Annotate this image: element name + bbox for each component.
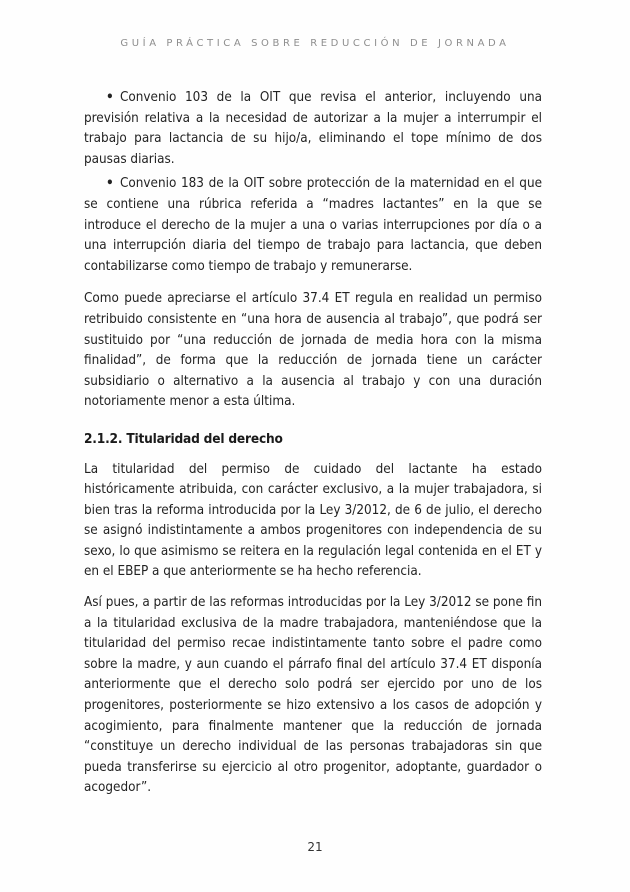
page-number: 21 xyxy=(307,840,323,854)
bullet-marker: • xyxy=(106,90,114,105)
section-heading: 2.1.2. Titularidad del derecho xyxy=(84,430,283,447)
bullet-text: Convenio 183 de la OIT sobre protección de la maternidad en el que se contiene una rúbrica referida a “madres lactantes” en la que se introduce el derecho de la mujer a una o varias interrupciones por día o a una interrupción diaria del tiempo de trabajo para lactancia, que deben contabilizarse como tiempo de trabajo y remunerarse. xyxy=(84,176,542,274)
paragraph-reformas: Así pues, a partir de las reformas introducidas por la Ley 3/2012 se pone fin a la titularidad exclusiva de la madre trabajadora, manteniéndose que la titularidad del permiso recae indistintamente tanto sobre el padre como sobre la madre, y aun cuando el párrafo final del artículo 37.4 ET disponía anteriormente que el derecho solo podrá ser ejercido por uno de los progenitores, posteriormente se hizo extensivo a los casos de adopción y acogimiento, para finalmente mantener que la reducción de jornada “constituye un derecho individual de las personas trabajadoras sin que pueda transferirse su ejercicio al otro progenitor, adoptante, guardador o acogedor”. xyxy=(84,595,542,796)
paragraph-titularidad: La titularidad del permiso de cuidado del lactante ha estado históricamente atribuida, con carácter exclusivo, a la mujer trabajadora, si bien tras la reforma introducida por la Ley 3/2012, de 6 de julio, el derecho se asignó indistintamente a ambos progenitores con independencia de su sexo, lo que asimismo se reitera en la regulación legal contenida en el ET y en el EBEP a que anteriormente se ha hecho referencia. xyxy=(84,461,542,580)
bullet-item-convenio-183 xyxy=(84,174,542,277)
bullet-item-convenio-103 xyxy=(84,88,542,170)
page-body xyxy=(84,88,542,809)
bullet-marker: • xyxy=(106,176,114,192)
bullet-text: Convenio 103 de la OIT que revisa el anterior, incluyendo una previsión relativa a la necesidad de autorizar a la mujer a interrumpir el trabajo para lactancia de su hijo/a, eliminando el tope mínimo de dos pausas diarias. xyxy=(84,90,542,167)
running-header: GUÍA PRÁCTICA SOBRE REDUCCIÓN DE JORNADA xyxy=(120,38,510,49)
paragraph-articulo-37-4: Como puede apreciarse el artículo 37.4 ET regula en realidad un permiso retribuido consistente en “una hora de ausencia al trabajo”, que podrá ser sustituido por “una reducción de jornada de media hora con la misma finalidad”, de forma que la reducción de jornada tiene un carácter subsidiario o alternativo a la ausencia al trabajo y con una duración notoriamente menor a esta última. xyxy=(84,291,542,410)
